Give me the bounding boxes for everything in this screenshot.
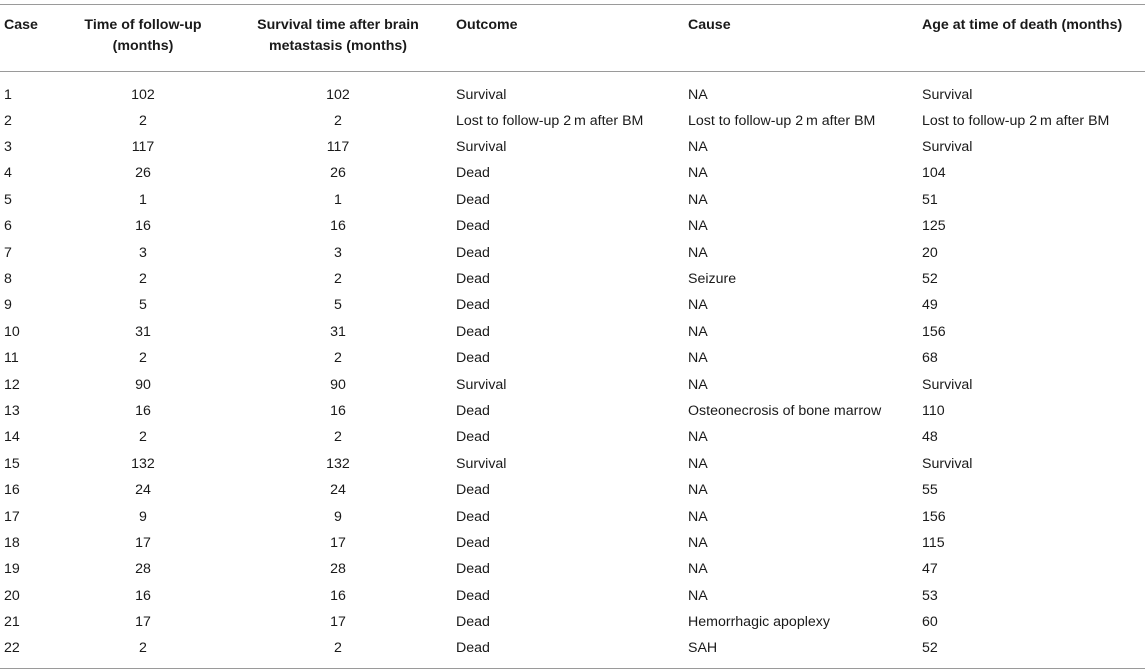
cell-survival-time: 2 (334, 639, 342, 656)
table-row (0, 451, 1145, 477)
cell-outcome: Survival (456, 376, 507, 393)
cell-outcome: Dead (456, 402, 490, 419)
cell-age-at-death: 48 (922, 429, 938, 446)
cell-cause: NA (688, 534, 708, 551)
cell-case: 10 (4, 323, 20, 340)
cell-outcome: Dead (456, 244, 490, 261)
header-survival-time-line-1: Survival time after brain (257, 17, 419, 33)
cell-outcome: Dead (456, 561, 490, 578)
cell-follow-up: 2 (139, 639, 147, 656)
cell-cause: NA (688, 455, 708, 472)
cell-case: 19 (4, 561, 20, 578)
cell-age-at-death: 156 (922, 508, 946, 525)
cell-outcome: Dead (456, 323, 490, 340)
cell-cause: Seizure (688, 271, 737, 288)
cell-outcome: Dead (456, 587, 490, 604)
cell-age-at-death: 49 (922, 297, 938, 314)
cell-follow-up: 31 (135, 323, 151, 340)
cell-survival-time: 24 (330, 482, 346, 499)
cell-outcome: Dead (456, 614, 490, 631)
cell-case: 13 (4, 402, 20, 419)
cell-survival-time: 16 (330, 402, 346, 419)
cell-cause: NA (688, 244, 708, 261)
cell-cause: NA (688, 376, 708, 393)
cell-age-at-death: 110 (922, 402, 945, 419)
cell-survival-time: 2 (334, 271, 342, 288)
cell-outcome: Dead (456, 297, 490, 314)
cell-cause: NA (688, 587, 708, 604)
cell-survival-time: 16 (330, 218, 346, 235)
cell-survival-time: 102 (326, 87, 350, 104)
table-row (0, 292, 1145, 318)
cell-outcome: Dead (456, 271, 490, 288)
cell-follow-up: 17 (135, 614, 151, 631)
cell-outcome: Dead (456, 508, 490, 525)
table-row (0, 187, 1145, 213)
cell-outcome: Dead (456, 350, 490, 367)
cell-survival-time: 2 (334, 350, 342, 367)
header-cause-line-1: Cause (688, 17, 731, 33)
cell-cause: NA (688, 508, 708, 525)
table-row (0, 160, 1145, 186)
cell-case: 22 (4, 639, 20, 656)
table-row (0, 583, 1145, 609)
header-age-at-death-line-1: Age at time of death (months) (922, 17, 1123, 33)
cell-survival-time: 16 (330, 587, 346, 604)
cell-survival-time: 3 (334, 244, 342, 261)
cell-outcome: Lost to follow-up 2 m after BM (456, 112, 644, 129)
cell-follow-up: 17 (135, 534, 151, 551)
cell-age-at-death: Survival (922, 139, 973, 156)
cell-follow-up: 2 (139, 429, 147, 446)
cell-follow-up: 132 (131, 455, 155, 472)
header-row (0, 5, 1145, 72)
cell-case: 15 (4, 455, 20, 472)
cell-cause: NA (688, 323, 708, 340)
survival-table (0, 4, 1145, 669)
cell-follow-up: 26 (135, 165, 151, 182)
cell-survival-time: 2 (334, 429, 342, 446)
cell-survival-time: 117 (326, 139, 350, 156)
cell-follow-up: 9 (139, 508, 147, 525)
cell-survival-time: 28 (330, 561, 346, 578)
cell-age-at-death: Lost to follow-up 2 m after BM (922, 112, 1110, 129)
cell-age-at-death: 60 (922, 614, 938, 631)
cell-survival-time: 1 (334, 191, 342, 208)
cell-outcome: Dead (456, 165, 490, 182)
cell-outcome: Survival (456, 455, 507, 472)
cell-follow-up: 16 (135, 587, 151, 604)
cell-cause: Hemorrhagic apoplexy (688, 614, 830, 631)
cell-age-at-death: 115 (922, 534, 945, 551)
cell-cause: Osteonecrosis of bone marrow (688, 402, 882, 419)
cell-cause: NA (688, 297, 708, 314)
cell-cause: NA (688, 218, 708, 235)
header-outcome (452, 5, 688, 72)
cell-case: 7 (4, 244, 12, 261)
cell-case: 8 (4, 271, 12, 288)
table-header (0, 5, 1145, 72)
header-survival-time-line-2: metastasis (months) (269, 38, 407, 54)
cell-age-at-death: Survival (922, 455, 973, 472)
cell-follow-up: 28 (135, 561, 151, 578)
table-row (0, 134, 1145, 160)
table-row (0, 503, 1145, 529)
cell-case: 4 (4, 165, 12, 182)
cell-age-at-death: 55 (922, 482, 938, 499)
cell-cause: NA (688, 429, 708, 446)
cell-follow-up: 3 (139, 244, 147, 261)
cell-survival-time: 17 (330, 614, 346, 631)
table-row (0, 108, 1145, 134)
cell-outcome: Dead (456, 639, 490, 656)
cell-follow-up: 5 (139, 297, 147, 314)
cell-case: 3 (4, 139, 12, 156)
cell-age-at-death: 53 (922, 587, 938, 604)
cell-follow-up: 16 (135, 218, 151, 235)
cell-case: 14 (4, 429, 20, 446)
table-row (0, 635, 1145, 668)
cell-cause: Lost to follow-up 2 m after BM (688, 112, 876, 129)
cell-survival-time: 9 (334, 508, 342, 525)
cell-case: 18 (4, 534, 20, 551)
table-row (0, 609, 1145, 635)
cell-case: 16 (4, 482, 20, 499)
table-row (0, 72, 1145, 108)
cell-case: 2 (4, 112, 12, 129)
cell-survival-time: 31 (330, 323, 346, 340)
cell-cause: NA (688, 87, 708, 104)
cell-survival-time: 2 (334, 112, 342, 129)
header-outcome-line-1: Outcome (456, 17, 518, 33)
table-row (0, 398, 1145, 424)
cell-follow-up: 102 (131, 87, 155, 104)
cell-age-at-death: 20 (922, 244, 938, 261)
cell-survival-time: 132 (326, 455, 350, 472)
cell-age-at-death: Survival (922, 376, 973, 393)
cell-case: 12 (4, 376, 20, 393)
cell-follow-up: 117 (131, 139, 155, 156)
cell-follow-up: 16 (135, 402, 151, 419)
cell-follow-up: 2 (139, 271, 147, 288)
cell-age-at-death: 125 (922, 218, 946, 235)
table-row (0, 556, 1145, 582)
cell-age-at-death: Survival (922, 87, 973, 104)
cell-survival-time: 17 (330, 534, 346, 551)
cell-follow-up: 90 (135, 376, 151, 393)
header-survival-time (224, 5, 452, 72)
cell-case: 9 (4, 297, 12, 314)
cell-case: 5 (4, 191, 12, 208)
table-row (0, 239, 1145, 265)
header-age-at-death (922, 5, 1145, 72)
cell-case: 20 (4, 587, 20, 604)
header-follow-up (62, 5, 224, 72)
cell-cause: NA (688, 165, 708, 182)
cell-survival-time: 90 (330, 376, 346, 393)
cell-age-at-death: 51 (922, 191, 938, 208)
table-row (0, 266, 1145, 292)
cell-age-at-death: 52 (922, 271, 938, 288)
header-case (0, 5, 62, 72)
header-follow-up-line-2: (months) (112, 38, 174, 54)
cell-survival-time: 5 (334, 297, 342, 314)
cell-outcome: Dead (456, 534, 490, 551)
table-body (0, 72, 1145, 669)
cell-cause: NA (688, 350, 708, 367)
cell-follow-up: 1 (139, 191, 147, 208)
table-row (0, 345, 1145, 371)
cell-outcome: Dead (456, 191, 490, 208)
cell-follow-up: 2 (139, 350, 147, 367)
cell-outcome: Dead (456, 482, 490, 499)
cell-outcome: Survival (456, 87, 507, 104)
table-row (0, 477, 1145, 503)
cell-cause: NA (688, 561, 708, 578)
cell-outcome: Dead (456, 218, 490, 235)
header-case-line-1: Case (4, 17, 38, 33)
cell-age-at-death: 47 (922, 561, 938, 578)
cell-survival-time: 26 (330, 165, 346, 182)
cell-cause: SAH (688, 639, 718, 656)
cell-case: 17 (4, 508, 20, 525)
cell-age-at-death: 104 (922, 165, 946, 182)
cell-age-at-death: 52 (922, 639, 938, 656)
cell-follow-up: 2 (139, 112, 147, 129)
table-row (0, 530, 1145, 556)
cell-cause: NA (688, 191, 708, 208)
cell-case: 21 (4, 614, 20, 631)
cell-age-at-death: 68 (922, 350, 938, 367)
cell-case: 6 (4, 218, 12, 235)
table-row (0, 371, 1145, 397)
cell-case: 1 (4, 87, 12, 104)
cell-age-at-death: 156 (922, 323, 946, 340)
table-row (0, 424, 1145, 450)
cell-outcome: Survival (456, 139, 507, 156)
cell-follow-up: 24 (135, 482, 151, 499)
cell-case: 11 (4, 350, 19, 367)
cell-cause: NA (688, 139, 708, 156)
cell-outcome: Dead (456, 429, 490, 446)
header-cause (688, 5, 922, 72)
header-follow-up-line-1: Time of follow-up (84, 17, 202, 33)
table-row (0, 319, 1145, 345)
cell-cause: NA (688, 482, 708, 499)
table-row (0, 213, 1145, 239)
